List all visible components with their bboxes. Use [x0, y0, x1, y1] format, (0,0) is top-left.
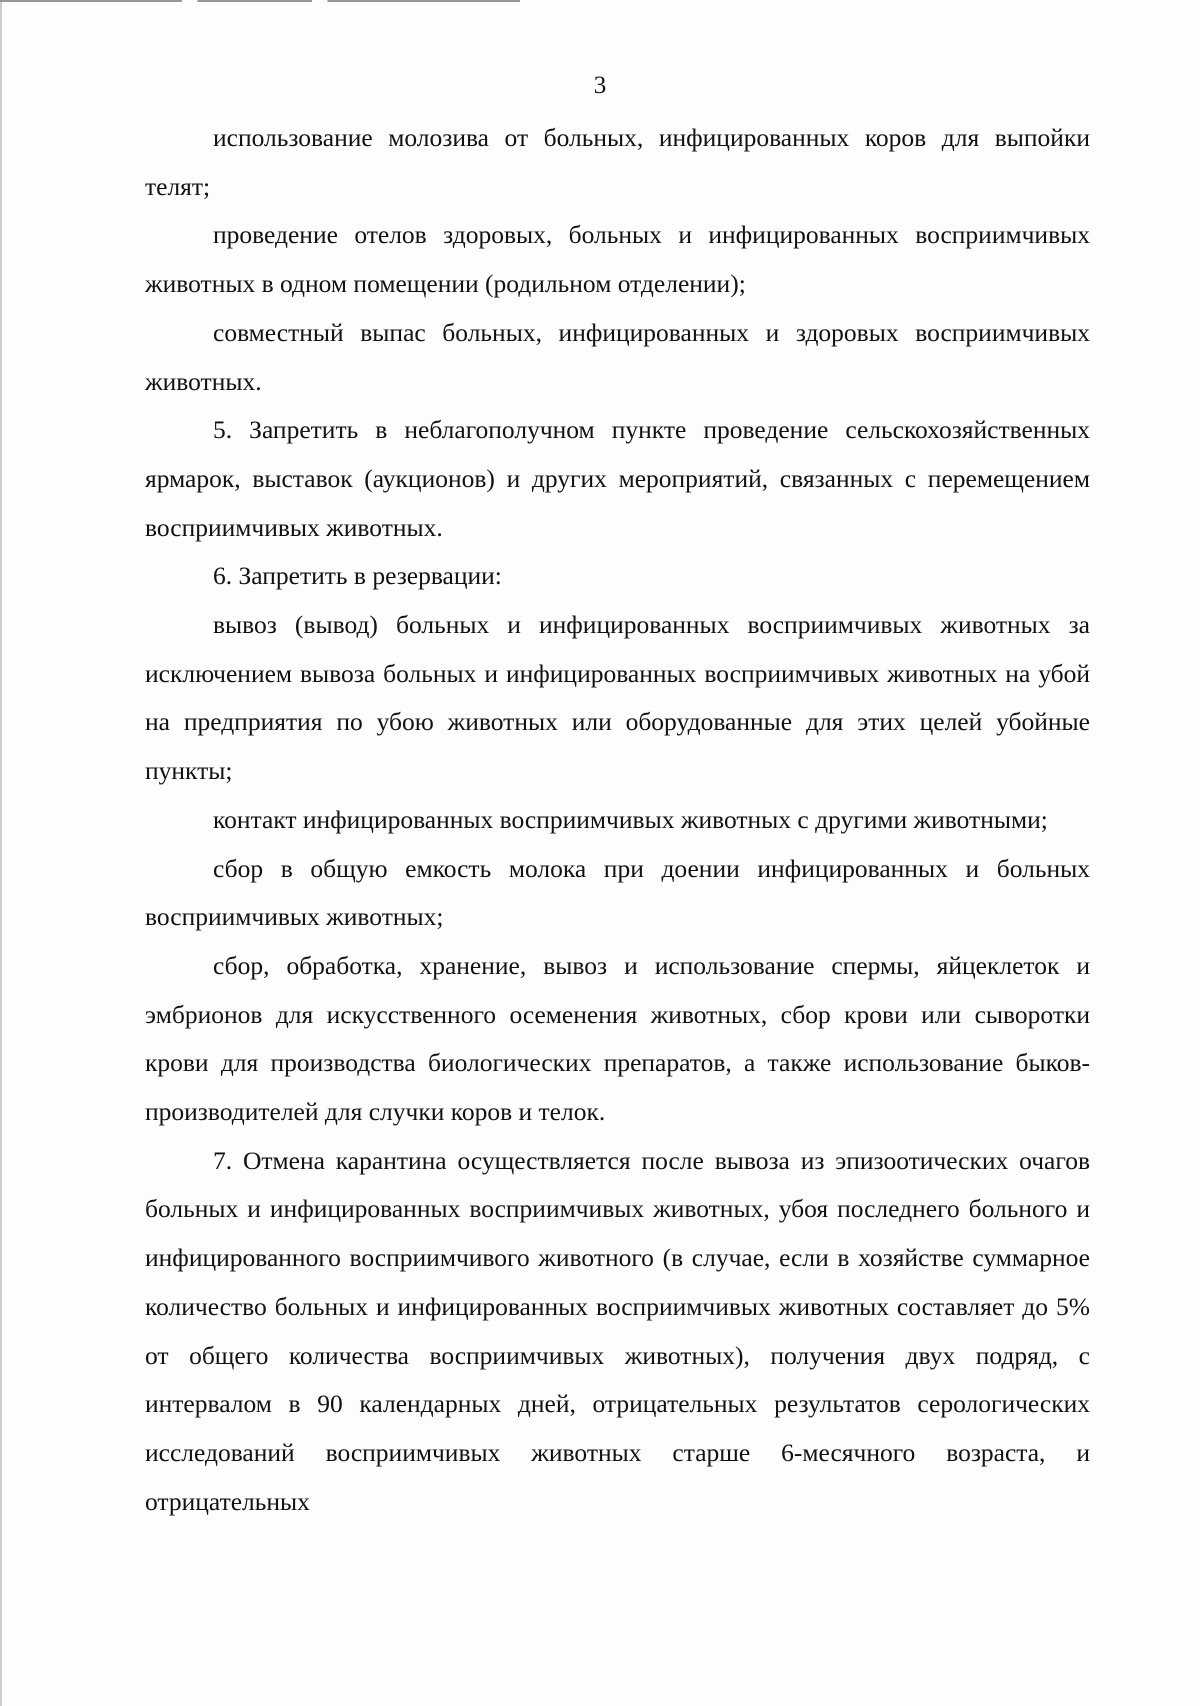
paragraph-export: вывоз (вывод) больных и инфицированных восприимчивых животных за исключением вывоза больных и инфицированных восприимчивых животных на убой на предприятия по убою животных или оборудованные для этих целей убойные пункты; [145, 610, 1090, 786]
page-number: 3 [593, 72, 607, 99]
paragraph-contact: контакт инфицированных восприимчивых животных с другими животными; [213, 804, 1048, 834]
paragraph-item-6: 6. Запретить в резервации: [213, 561, 502, 591]
scan-edge-top [0, 0, 520, 2]
scan-edge-left [0, 0, 2, 1706]
paragraph-colostrum: использование молозива от больных, инфицированных коров для выпойки телят; [145, 123, 1090, 201]
paragraph-milk: сбор в общую емкость молока при доении инфицированных и больных восприимчивых животных; [145, 853, 1090, 932]
paragraph-item-5: 5. Запретить в неблагополучном пункте проведение сельскохозяйственных ярмарок, выставок (аукционов) и других мероприятий, связанных с перемещением восприимчивых животных. [145, 415, 1090, 542]
paragraph-calving: проведение отелов здоровых, больных и инфицированных восприимчивых животных в одном помещении (родильном отделении); [145, 220, 1090, 299]
paragraph-semen: сбор, обработка, хранение, вывоз и использование спермы, яйцеклеток и эмбрионов для искусственного осеменения животных, сбор крови или сыворотки крови для производства биологических препаратов, а также использование быков-производителей для случки коров и телок. [145, 950, 1090, 1127]
document-body [145, 114, 1090, 1526]
paragraph-grazing: совместный выпас больных, инфицированных и здоровых восприимчивых животных. [145, 317, 1090, 396]
paragraph-item-7: 7. Отмена карантина осуществляется после вывоза из эпизоотических очагов больных и инфицированных восприимчивых животных, убоя последнего больного и инфицированного восприимчивого животного (в случае, если в хозяйстве суммарное количество больных и инфицированных восприимчивых животных составляет до 5% от общего количества восприимчивых животных), получения двух подряд, с интервалом в 90 календарных дней, отрицательных результатов серологических исследований восприимчивых животных старше 6-месячного возраста, и отрицательных [145, 1145, 1090, 1516]
